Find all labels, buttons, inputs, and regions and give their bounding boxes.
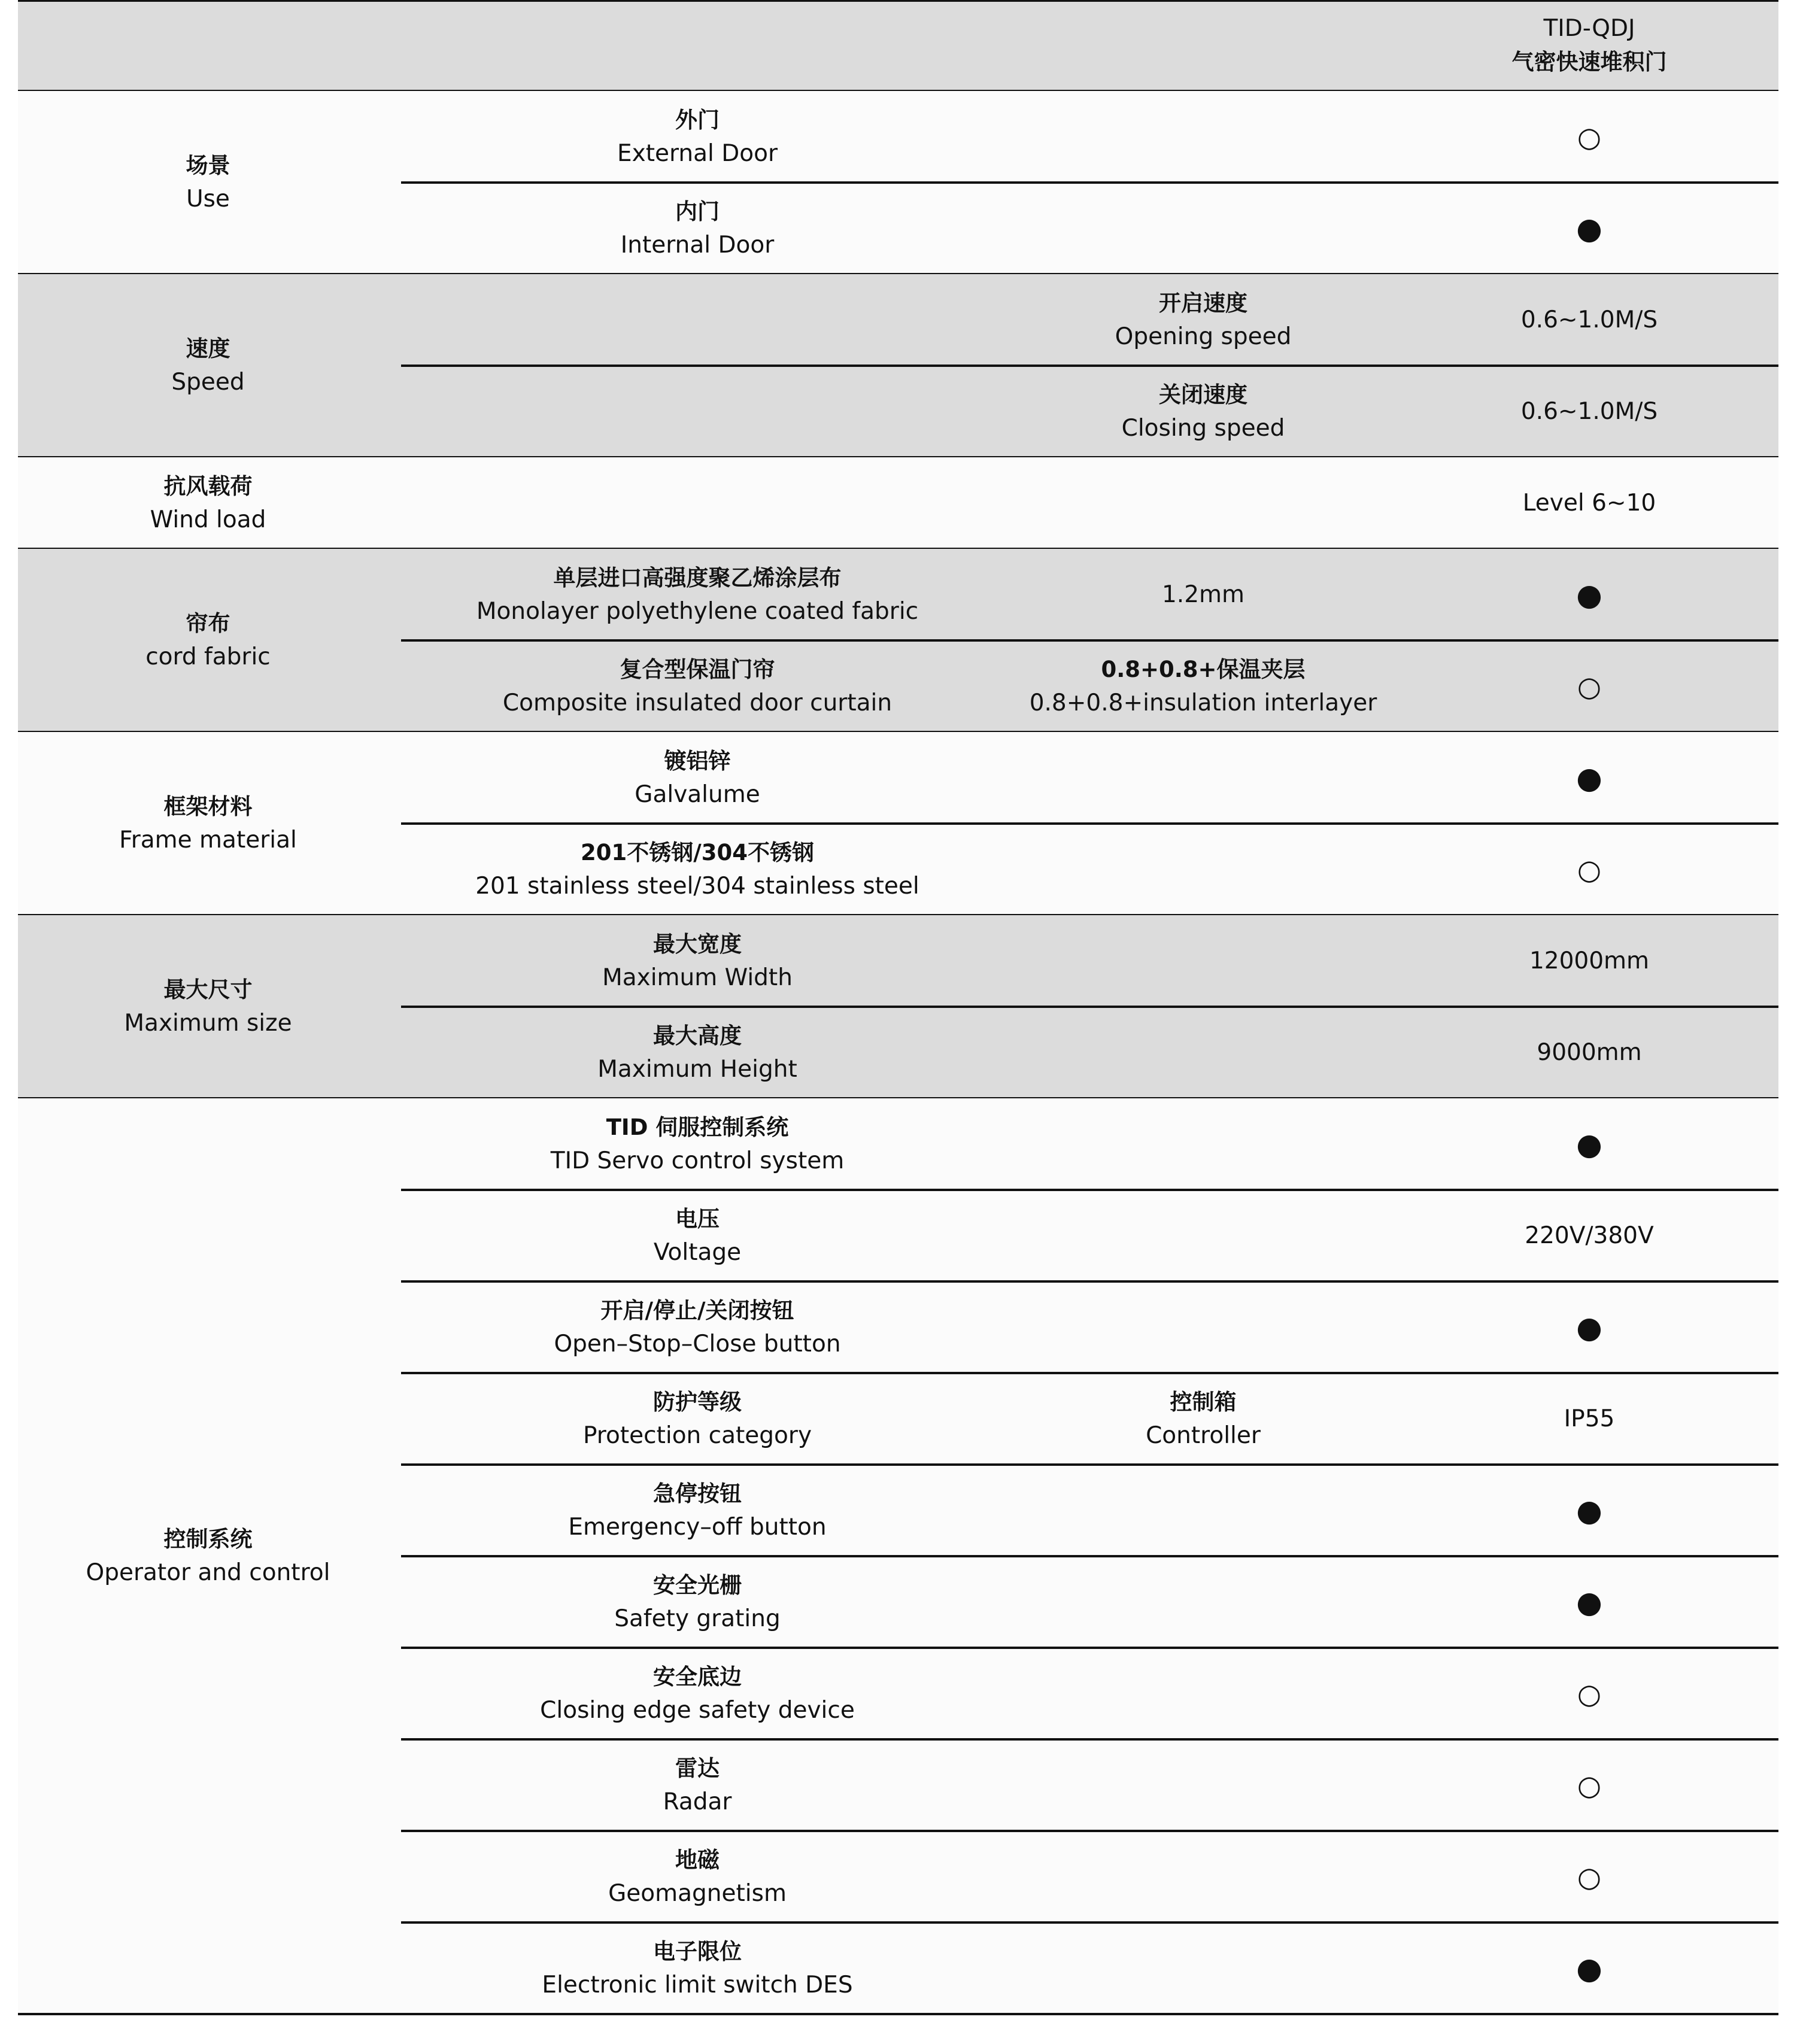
value-cell [1419, 274, 1760, 366]
feature-cell [398, 1556, 997, 1648]
detail-cell [1000, 1373, 1407, 1465]
feature-cell-en: Voltage [653, 1238, 742, 1266]
feature-cell-en: Emergency–off button [568, 1513, 827, 1541]
value-text: 0.6~1.0M/S [1520, 306, 1658, 333]
detail-cell-zh: 0.8+0.8+保温夹层 [1101, 656, 1306, 682]
feature-cell [398, 732, 997, 824]
category-label-en: Maximum size [124, 1010, 292, 1037]
detail-cell-en: Opening speed [1115, 323, 1292, 350]
detail-cell-en: 1.2mm [1161, 581, 1244, 608]
feature-cell-zh: 安全底边 [653, 1663, 742, 1690]
feature-cell-en: Geomagnetism [608, 1879, 787, 1907]
optional-mark: ○ [1577, 1769, 1602, 1802]
detail-cell [1000, 366, 1407, 457]
value-cell [1419, 457, 1760, 549]
standard-mark: ● [1576, 760, 1602, 795]
detail-cell-en: Controller [1146, 1422, 1261, 1449]
category-label-zh: 速度 [186, 336, 230, 362]
value-text: 9000mm [1537, 1038, 1642, 1066]
feature-cell-zh: TID 伺服控制系统 [606, 1114, 789, 1140]
feature-cell-en: Internal Door [620, 231, 775, 259]
feature-cell-zh: 最大高度 [653, 1022, 742, 1049]
feature-cell-en: Safety grating [614, 1605, 781, 1632]
feature-cell-en: Galvalume [635, 780, 760, 808]
group-divider [18, 2013, 1778, 2015]
feature-cell [398, 1831, 997, 1922]
category-label-en: Speed [171, 369, 245, 396]
feature-cell-zh: 外门 [675, 107, 720, 133]
optional-mark: ○ [1577, 1677, 1602, 1710]
category-label-en: Frame material [119, 827, 297, 854]
standard-mark: ● [1576, 1126, 1602, 1162]
value-cell [1419, 824, 1760, 915]
feature-cell-zh: 雷达 [675, 1755, 720, 1781]
feature-cell [398, 183, 997, 274]
value-text: 12000mm [1529, 947, 1650, 974]
feature-cell-en: Monolayer polyethylene coated fabric [476, 597, 919, 625]
value-cell [1419, 640, 1760, 732]
optional-mark: ○ [1577, 670, 1602, 703]
feature-cell-en: TID Servo control system [550, 1147, 845, 1174]
value-cell [1419, 1556, 1760, 1648]
detail-cell-zh: 关闭速度 [1159, 381, 1247, 408]
feature-cell-zh: 安全光栅 [653, 1572, 742, 1598]
feature-cell [398, 1373, 997, 1465]
optional-mark: ○ [1577, 120, 1602, 153]
feature-cell-en: Closing edge safety device [540, 1696, 855, 1724]
standard-mark: ● [1576, 211, 1602, 246]
feature-cell [398, 1739, 997, 1831]
value-text: 0.6~1.0M/S [1520, 397, 1658, 425]
value-cell [1419, 1922, 1760, 2014]
value-cell [1419, 1373, 1760, 1465]
detail-cell-en: 0.8+0.8+insulation interlayer [1029, 689, 1377, 716]
value-cell [1419, 1465, 1760, 1556]
header-model-cell [1419, 0, 1760, 91]
category-label-zh: 控制系统 [163, 1526, 253, 1552]
value-cell [1419, 1648, 1760, 1739]
feature-cell-en: Electronic limit switch DES [542, 1971, 853, 1999]
feature-cell-zh: 201不锈钢/304不锈钢 [581, 839, 814, 865]
category-label-en: Use [186, 186, 230, 212]
value-cell [1419, 549, 1760, 640]
value-cell [1419, 732, 1760, 824]
category-label-zh: 框架材料 [163, 794, 253, 819]
standard-mark: ● [1576, 1310, 1602, 1345]
feature-cell [398, 1281, 997, 1373]
value-cell [1419, 1007, 1760, 1098]
detail-cell-en: Closing speed [1121, 414, 1285, 442]
value-cell [1419, 1739, 1760, 1831]
feature-cell-en: 201 stainless steel/304 stainless steel [475, 872, 919, 900]
value-cell [1419, 1831, 1760, 1922]
feature-cell-en: External Door [617, 139, 778, 167]
feature-cell-en: Radar [663, 1788, 732, 1815]
value-cell [1419, 1190, 1760, 1281]
feature-cell-zh: 防护等级 [653, 1389, 742, 1415]
value-text: 220V/380V [1525, 1222, 1654, 1249]
detail-cell [1000, 549, 1407, 640]
detail-cell-zh: 控制箱 [1170, 1389, 1237, 1415]
feature-cell [398, 1648, 997, 1739]
feature-cell [398, 1465, 997, 1556]
feature-cell [398, 549, 997, 640]
optional-mark: ○ [1577, 853, 1602, 886]
value-text: IP55 [1564, 1405, 1615, 1432]
feature-cell-zh: 复合型保温门帘 [620, 656, 775, 682]
feature-cell-zh: 单层进口高强度聚乙烯涂层布 [553, 564, 842, 591]
value-text: Level 6~10 [1522, 489, 1656, 517]
feature-cell [398, 915, 997, 1007]
feature-cell-zh: 开启/停止/关闭按钮 [600, 1297, 794, 1323]
value-cell [1419, 366, 1760, 457]
feature-cell-en: Protection category [582, 1422, 812, 1449]
feature-cell-en: Open–Stop–Close button [554, 1330, 841, 1357]
value-cell [1419, 91, 1760, 183]
feature-cell-zh: 最大宽度 [653, 931, 742, 957]
feature-cell-en: Composite insulated door curtain [502, 689, 893, 716]
feature-cell [398, 1098, 997, 1190]
category-label-en: cord fabric [145, 643, 271, 670]
standard-mark: ● [1576, 1951, 1602, 1986]
optional-mark: ○ [1577, 1860, 1602, 1893]
feature-cell-zh: 急停按钮 [653, 1480, 742, 1507]
feature-cell [398, 1190, 997, 1281]
category-label-zh: 帘布 [186, 611, 230, 636]
category-label-zh: 最大尺寸 [163, 977, 253, 1003]
category-label-zh: 抗风载荷 [163, 473, 253, 499]
feature-cell-en: Maximum Height [597, 1055, 797, 1083]
value-cell [1419, 183, 1760, 274]
standard-mark: ● [1576, 577, 1602, 612]
category-label-en: Wind load [150, 506, 266, 533]
value-cell [1419, 1098, 1760, 1190]
category-label-en: Operator and control [86, 1559, 330, 1586]
feature-cell [398, 640, 997, 732]
feature-cell [398, 91, 997, 183]
detail-cell [1000, 274, 1407, 366]
spec-table [18, 0, 1778, 2044]
value-cell [1419, 915, 1760, 1007]
feature-cell [398, 824, 997, 915]
model-name: 气密快速堆积门 [1511, 49, 1667, 75]
feature-cell-zh: 镀铝锌 [664, 748, 731, 774]
feature-cell-zh: 电压 [675, 1205, 720, 1232]
feature-cell-en: Maximum Width [602, 964, 793, 991]
model-code: TID-QDJ [1543, 15, 1635, 42]
feature-cell-zh: 地磁 [675, 1846, 720, 1873]
category-label-zh: 场景 [186, 153, 230, 178]
detail-cell-zh: 开启速度 [1159, 290, 1247, 316]
feature-cell-zh: 电子限位 [653, 1938, 742, 1964]
feature-cell-zh: 内门 [675, 198, 720, 224]
feature-cell [398, 1922, 997, 2014]
standard-mark: ● [1576, 1493, 1602, 1528]
value-cell [1419, 1281, 1760, 1373]
standard-mark: ● [1576, 1584, 1602, 1620]
feature-cell [398, 1007, 997, 1098]
detail-cell [1000, 640, 1407, 732]
